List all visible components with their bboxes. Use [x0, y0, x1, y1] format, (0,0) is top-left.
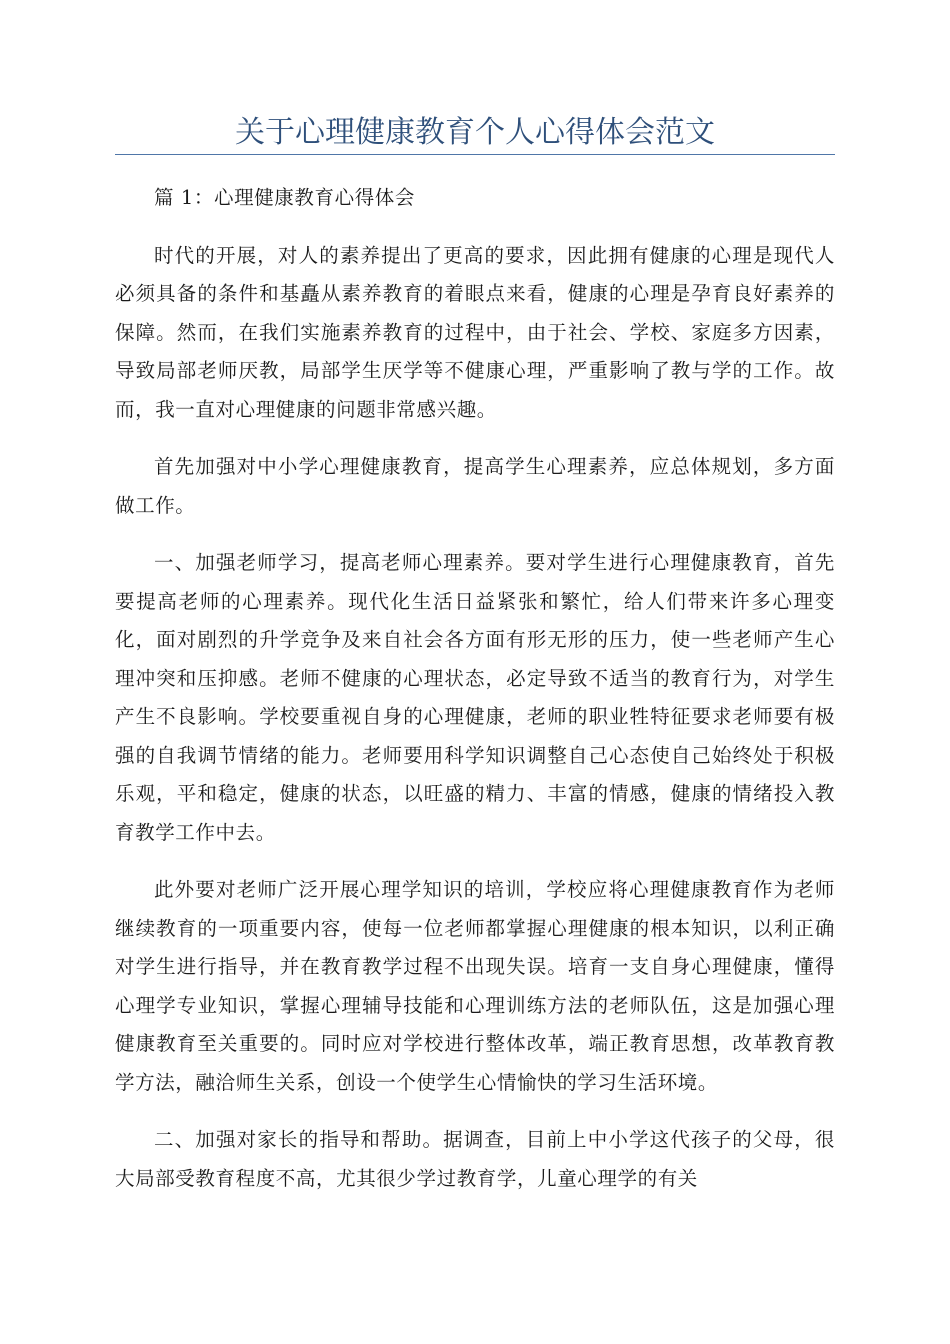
paragraph: 一、加强老师学习，提高老师心理素养。要对学生进行心理健康教育，首先要提高老师的心理素养。现代化生活日益紧张和繁忙，给人们带来许多心理变化，面对剧烈的升学竞争及来自社会各方面有形无形的压力，使一些老师产生心理冲突和压抑感。老师不健康的心理状态，必定导致不适当的教育行为，对学生产生不良影响。学校要重视自身的心理健康，老师的职业牲特征要求老师要有极强的自我调节情绪的能力。老师要用科学知识调整自己心态使自己始终处于积极乐观，平和稳定，健康的状态，以旺盛的精力、丰富的情感，健康的情绪投入教育教学工作中去。	[115, 551, 835, 844]
paragraph: 二、加强对家长的指导和帮助。据调查，目前上中小学这代孩子的父母，很大局部受教育程度不高，尤其很少学过教育学，儿童心理学的有关	[115, 1128, 835, 1190]
document-title: 关于心理健康教育个人心得体会范文	[235, 115, 715, 150]
title-underline	[115, 154, 835, 155]
paragraph: 时代的开展，对人的素养提出了更高的要求，因此拥有健康的心理是现代人必须具备的条件和基矗从素养教育的着眼点来看，健康的心理是孕育良好素养的保障。然而，在我们实施素养教育的过程中，由于社会、学校、家庭多方因素，导致局部老师厌教，局部学生厌学等不健康心理，严重影响了教与学的工作。故而，我一直对心理健康的问题非常感兴趣。	[115, 243, 835, 421]
paragraph: 首先加强对中小学心理健康教育，提高学生心理素养，应总体规划，多方面做工作。	[115, 455, 835, 517]
paragraph: 此外要对老师广泛开展心理学知识的培训，学校应将心理健康教育作为老师继续教育的一项重要内容，使每一位老师都掌握心理健康的根本知识，以利正确对学生进行指导，并在教育教学过程不出现失误。培育一支自身心理健康，懂得心理学专业知识，掌握心理辅导技能和心理训练方法的老师队伍，这是加强心理健康教育至关重要的。同时应对学校进行整体改革，端正教育思想，改革教育教学方法，融洽师生关系，创设一个使学生心情愉快的学习生活环境。	[115, 878, 835, 1094]
document-body	[115, 179, 835, 1198]
section-heading: 篇 1：心理健康教育心得体会	[154, 186, 416, 209]
